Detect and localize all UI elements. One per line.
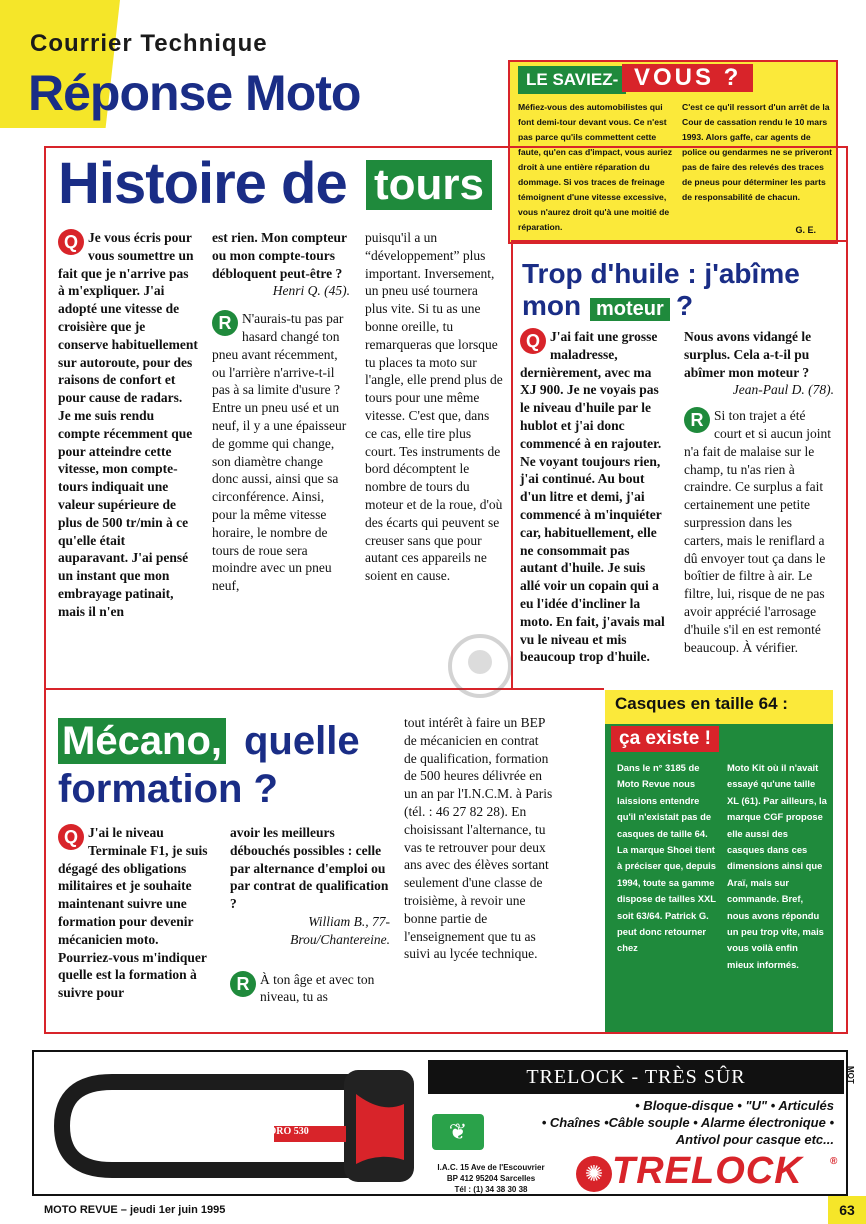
ad-products-line3: Antivol pour casque etc... [675, 1132, 834, 1147]
casques-title-line2: ça existe ! [611, 726, 719, 752]
ad-side-text: MOT [846, 1066, 855, 1084]
article2-title-line1: Trop d'huile : j'abîme [522, 258, 800, 289]
article1-col2 [212, 229, 350, 595]
article2-question-end: Nous avons vidangé le surplus. Cela a-t-il pu abîmer mon moteur ? [684, 329, 812, 380]
watermark-logo [440, 626, 520, 706]
ad-banner: TRELOCK - TRÈS SÛR [428, 1060, 844, 1094]
trelock-logo-text: TRELOCK [612, 1150, 803, 1192]
ad-products-line2: • Chaînes •Câble souple • Alarme électronique • [541, 1115, 834, 1130]
ad-products-line1: • Bloque-disque • "U" • Articulés [635, 1098, 834, 1113]
article1-question-text: Je vous écris pour vous soumettre un fait que je n'arrive pas à m'expliquer. J'ai adopté une vitesse de croisière que je conserve habituellement sur autoroute, pour des raisons de confort et pour cause de radars. Je me suis rendu compte récemment que pour atteindre cette vitesse, mon compte-tours indiquait une valeur supérieure de plus de 500 tr/min à ce qu'elle était auparavant. J'ai pensé un instant que mon embrayage patinait, mais il n'en [58, 230, 198, 619]
article3-signature: William B., 77-Brou/Chantereine. [290, 913, 390, 947]
saviez-text-left: Méfiez-vous des automobilistes qui font demi-tour devant vous. Ce n'est pas parce qu'ils commettent cette faute, qu'en cas d'impact, vous auriez droit à une entière réparation du dommage. Si vos traces de freinage témoignent d'une vitesse excessive, vous n'aurez droit qu'à une moitié de réparation. [518, 102, 673, 232]
article1-answer-col3: puisqu'il a un “développement” plus important. Inversement, un pneu usé tournera plus vite. Si tu as une bonne oreille, tu remarqueras que lorsque tu places ta moto sur l'angle, elle prend plus de tours pour une même vitesse. C'est que, dans ce cas, elle tire plus court. Tes instruments de bord décomptent le nombre de tours du moteur et de la roue, d'où des écarts qui peuvent se creuser sans que pour autant ces appareils ne soient en cause. [365, 230, 503, 584]
article3-question-col1 [58, 824, 210, 1002]
article1-signature: Henri Q. (45). [272, 283, 350, 299]
article3-answer-text: À ton âge et avec ton niveau, tu as [260, 971, 375, 1005]
casques-box [605, 690, 833, 1032]
question-badge-icon: Q [520, 328, 546, 354]
frame-divider-right [513, 240, 848, 242]
casques-text-right: Moto Kit où il n'avait essayé qu'une taille XL (61). Par ailleurs, la marque CGF propose elle aussi des casques dans ces dimensions ainsi que Araï, mais sur commande. Bref, nous avons répondu un peu trop vite, mais vous voilà enfin mieux informés. [727, 762, 827, 970]
article2-signature: Jean-Paul D. (78). [732, 382, 834, 398]
trelock-logo-icon: ✺ [576, 1156, 612, 1192]
answer-badge-icon: R [230, 971, 256, 997]
section-title: Réponse Moto [28, 65, 361, 121]
registered-mark: ® [830, 1156, 838, 1167]
footer-issue: MOTO REVUE – jeudi 1er juin 1995 [44, 1204, 226, 1216]
saviez-label-right: VOUS ? [622, 64, 753, 92]
frame-divider-vertical [511, 240, 513, 688]
article2-title-question-mark: ? [676, 290, 694, 321]
leaf-logo-icon: ❦ [432, 1114, 484, 1150]
article3-question-text: J'ai le niveau Terminale F1, je suis dégagé des obligations militaires et je souhaite maintenant suivre une formation pour devenir mécanicien moto. Pourriez-vous m'indiquer quelle est la formation à suivre pour [58, 825, 208, 1001]
u-lock-icon [52, 1064, 432, 1188]
article1-question-end: est rien. Mon compteur ou mon compte-tours débloquent peut-être ? [212, 230, 347, 281]
page-number: 63 [828, 1196, 866, 1224]
article3-question-end: avoir les meilleurs débouchés possibles : celle par alternance d'emploi ou par contrat de qualification ? [230, 825, 389, 912]
lock-model-label: TORO 530 [262, 1126, 309, 1137]
frame-divider-horizontal [44, 688, 604, 690]
article1-title: Histoire de [58, 151, 347, 216]
article1-answer-text: N'aurais-tu pas par hasard changé ton pneu avant récemment, ou l'arrière n'arrive-t-il pas à sa limite d'usure ? Entre un pneu usé et un neuf, il y a une épaisseur de gomme qui change, son diamètre change donc aussi, ainsi que sa circonférence. Ainsi, pour la même vitesse horaire, le nombre de tours de roue sera moindre avec un pneu neuf, [212, 311, 347, 594]
question-badge-icon: Q [58, 229, 84, 255]
question-badge-icon: Q [58, 824, 84, 850]
ad-address-line3: Tél : (1) 34 38 30 38 [454, 1185, 528, 1194]
article2-question-col1 [520, 328, 666, 666]
article3-answer-col3: tout intérêt à faire un BEP de mécanicien en contrat de qualification, formation de 500 heures délivrée en un an par l'I.N.C.M. à Paris (tél. : 46 27 82 28). En choisissant l'alternance, tu vas te retrouver pour deux ans avec des élèves sortant seulement d'une classe de troisième, à revoir une bonne partie de l'enseignement que tu as suivi au lycée technique. [404, 715, 553, 962]
trelock-advertisement [32, 1050, 848, 1196]
answer-badge-icon: R [684, 407, 710, 433]
article2-answer-text: Si ton trajet a été court et si aucun joint n'a fait de malaise sur le champ, tu n'as rien à craindre. Ce surplus a fait certainement une petite surpression dans les carters, mais le reniflard a dû envoyer tout ça dans le boîtier de filtre à air. Le filtre, lui, risque de ne pas avoir apprécié l'arrosage d'huile s'il en est remonté beaucoup. À vérifier. [684, 408, 831, 655]
saviez-label-left: LE SAVIEZ- [518, 66, 626, 94]
casques-title-line1: Casques en taille 64 : [615, 694, 788, 713]
article3-title-line2: formation ? [58, 767, 278, 811]
ad-address [422, 1162, 560, 1195]
saviez-text-right: C'est ce qu'il ressort d'un arrêt de la Cour de cassation rendu le 10 mars 1993. Alors gaffe, car agents de police ou gendarmes ne se priveront pas de faire des relevés des traces de pneus pour déterminer les parts de responsabilité de chacun. [682, 102, 832, 202]
casques-text-left: Dans le n° 3185 de Moto Revue nous laissions entendre qu'il n'existait pas de casques de taille 64. La marque Shoei tient à préciser que, depuis 1994, toute sa gamme dispose de tailles XXL soit 63/64. Patrick G. peut donc retourner chez [617, 762, 716, 954]
ad-address-line2: BP 412 95204 Sarcelles [446, 1174, 536, 1183]
article2-title-highlight: moteur [590, 298, 670, 321]
saviez-signature: G. E. [795, 225, 816, 235]
article3-col2 [230, 824, 390, 1006]
article1-title-highlight: tours [366, 160, 492, 210]
article1-question-col1 [58, 229, 198, 621]
section-kicker: Courrier Technique [30, 30, 268, 57]
answer-badge-icon: R [212, 310, 238, 336]
article2-col2 [684, 328, 834, 656]
article3-title-rest: quelle [244, 719, 360, 763]
article2-title-line2: mon [522, 290, 582, 321]
article2-question-text: J'ai fait une grosse maladresse, dernièrement, avec ma XJ 900. Je ne voyais pas le niveau d'huile par le hublot et j'ai donc commencé à en rajouter. Ne voyant toujours rien, j'ai continué. Au bout d'un litre et demi, j'ai commencé à m'inquiéter car, habituellement, elle ne consommait pas autant d'huile. Je suis allé voir un copain qui a eu l'idée d'incliner la moto. En fait, j'avais mal vu le niveau et mis beaucoup trop d'huile. [520, 329, 665, 665]
ad-address-line1: I.A.C. 15 Ave de l'Escouvrier [437, 1163, 545, 1172]
article3-title-highlight: Mécano, [58, 718, 226, 764]
